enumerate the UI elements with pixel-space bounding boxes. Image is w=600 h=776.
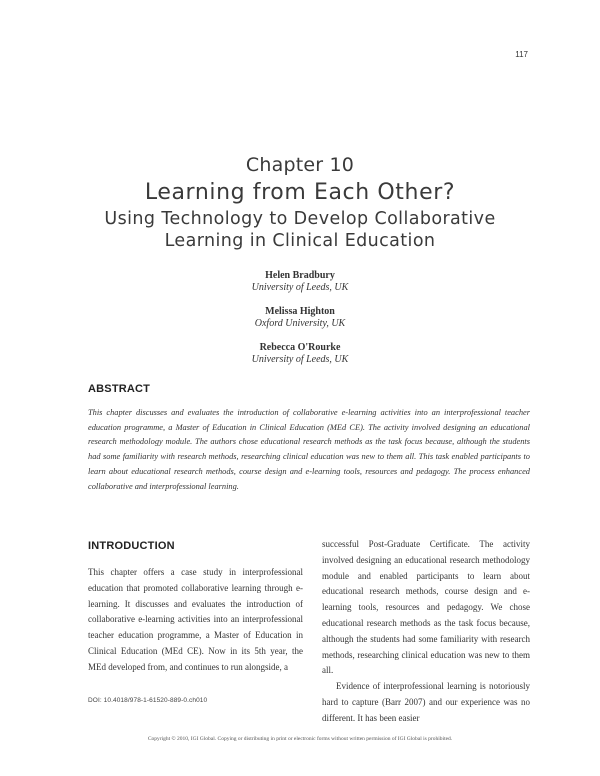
author-affiliation: University of Leeds, UK (251, 282, 349, 293)
paragraph: This chapter offers a case study in interprofessional education that promoted collaborative learning through e-learning. It discusses and evaluates the introduction of collaborative e-learning activities into an interprofessional teacher education programme, a Master of Education in Clinical Education (MEd CE). Now in its 5th year, the MEd developed from, and continues to run alongside, a (88, 567, 303, 672)
author-name: Rebecca O'Rourke (259, 342, 341, 353)
chapter-title: Learning from Each Other? (144, 180, 456, 205)
author-affiliation: University of Leeds, UK (251, 354, 349, 365)
introduction-left-text (88, 565, 303, 676)
author-list (0, 270, 600, 378)
subtitle-line-2: Learning in Clinical Education (164, 231, 436, 251)
copyright-notice: Copyright © 2010, IGI Global. Copying or distributing in print or electronic forms without written permission of IGI Global is prohibited. (147, 736, 453, 742)
introduction-right-text (322, 537, 530, 727)
author-affiliation: Oxford University, UK (254, 318, 346, 329)
author-name: Melissa Highton (265, 306, 335, 317)
paragraph: Evidence of interprofessional learning is notoriously hard to capture (Barr 2007) and our experience was no different. It has been easier (322, 681, 530, 723)
abstract-heading: ABSTRACT (88, 383, 151, 395)
author-block (0, 306, 600, 330)
right-column (322, 537, 530, 727)
author-block (0, 270, 600, 294)
introduction-heading: INTRODUCTION (88, 540, 175, 552)
author-block (0, 342, 600, 366)
doi: DOI: 10.4018/978-1-61520-889-0.ch010 (88, 697, 208, 704)
page-number: 117 (515, 50, 528, 59)
chapter-subtitle (0, 208, 600, 252)
left-column (88, 540, 303, 676)
author-name: Helen Bradbury (265, 270, 335, 281)
abstract-body: This chapter discusses and evaluates the introduction of collaborative e-learning activities into an interprofessional teacher education programme, a Master of Education in Clinical Education (MEd CE). The activity involved designing an educational research methodology module. The authors chose educational research methods as the task focus because, although the students had some familiarity with research methods, researching clinical education was new to them all. This task enabled participants to learn about educational research methods, course design and e-learning tools, resources and pedagogy. The process enhanced collaborative and interprofessional learning. (88, 408, 530, 491)
chapter-label: Chapter 10 (245, 154, 355, 176)
subtitle-line-1: Using Technology to Develop Collaborative (104, 209, 496, 229)
paragraph: successful Post-Graduate Certificate. The activity involved designing an educational research methodology module and enabled participants to learn about educational research methods, course design and e-learning tools, resources and pedagogy. We chose educational research methods as the task focus because, although the students had some familiarity with research methods, researching clinical education was new to them all. (322, 539, 530, 676)
